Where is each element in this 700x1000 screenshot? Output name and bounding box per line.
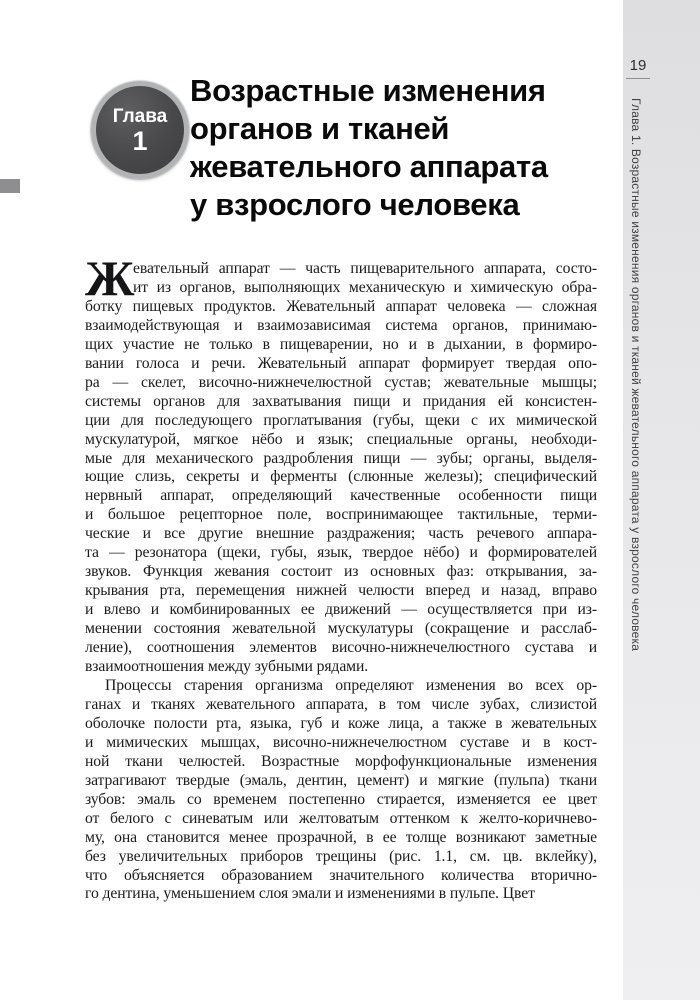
running-head-band bbox=[623, 0, 700, 1000]
body-line: му, она становится менее прозрачной, в ее толще возникают заметные bbox=[85, 828, 597, 846]
body-line: звуков. Функция жевания состоит из основных фаз: открывания, за- bbox=[85, 563, 597, 581]
body-line: мускулатурой, мягкое нёбо и язык; специальные органы, необходи- bbox=[85, 430, 597, 448]
chapter-title-line: жевательного аппарата bbox=[190, 149, 548, 184]
body-line: ганах и тканях жевательного аппарата, в том числе зубах, слизистой bbox=[85, 695, 597, 713]
body-paragraph bbox=[85, 250, 597, 677]
body-line: затрагивают твердые (эмаль, дентин, цемент) и мягкие (пульпа) ткани bbox=[85, 771, 597, 789]
chapter-badge-label: Глава bbox=[112, 105, 168, 127]
body-line: и большое рецепторное поле, воспринимающее тактильные, терми- bbox=[85, 506, 597, 524]
body-line: от белого с синеватым или желтоватым оттенком к желто-коричнево- bbox=[85, 809, 597, 827]
body-line: взаимоотношения между зубными рядами. bbox=[85, 658, 369, 676]
page-number: 19 bbox=[626, 57, 650, 79]
body-line: нервный аппарат, определяющий качественные особенности пищи bbox=[85, 487, 597, 505]
body-line: и влево и комбинированных ее движений — осуществляется при из- bbox=[85, 601, 597, 619]
body-line: ление), соотношения элементов височно-нижнечелюстного сустава и bbox=[85, 639, 597, 657]
body-line: ной ткани челюстей. Возрастные морфофункциональные изменения bbox=[85, 752, 597, 770]
body-line: евательный аппарат — часть пищеварительного аппарата, состо- bbox=[133, 260, 597, 277]
body-line: ческие и все другие внешние раздражения; часть речевого аппара- bbox=[85, 525, 597, 543]
body-line: Процессы старения организма определяют изменения во всех ор- bbox=[105, 676, 597, 694]
dropcap: Ж bbox=[85, 250, 135, 306]
body-line: та — резонатора (щеки, губы, язык, твердое нёбо) и формирователей bbox=[85, 544, 597, 562]
chapter-title-line: у взрослого человека bbox=[190, 187, 520, 222]
body-line: взаимодействующая и взаимозависимая система органов, принимаю- bbox=[85, 316, 597, 334]
body-line: ции для последующего проглатывания (губы, щеки с их мимической bbox=[85, 411, 597, 429]
body-line: ит из органов, выполняющих механическую и химическую обра- bbox=[133, 278, 597, 296]
chapter-tab-marker bbox=[0, 179, 20, 193]
body-line: ющие слизь, секреты и ферменты (слюнные железы); специфический bbox=[85, 468, 597, 486]
body-line: ботку пищевых продуктов. Жевательный аппарат человека — сложная bbox=[85, 297, 597, 315]
body-line: что объясняется образованием значительного количества вторично- bbox=[85, 866, 597, 884]
chapter-badge bbox=[91, 81, 189, 179]
body-line: зубов: эмаль со временем постепенно стирается, изменяется ее цвет bbox=[85, 790, 597, 808]
chapter-title-line: Возрастные изменения bbox=[190, 73, 546, 108]
body-line: оболочке полости рта, языка, губ и коже лица, а также в жевательных bbox=[85, 714, 597, 732]
body-line: вании голоса и речи. Жевательный аппарат формирует твердая опо- bbox=[85, 354, 597, 372]
body-line: го дентина, уменьшением слоя эмали и изменениями в пульпе. Цвет bbox=[85, 885, 535, 903]
running-title: Глава 1. Возрастные изменения органов и тканей жевательного аппарата у взрослого человека bbox=[629, 98, 643, 652]
body-line: мые для механического раздробления пищи — зубы; органы, выделя- bbox=[85, 449, 597, 467]
chapter-title bbox=[190, 72, 548, 224]
body-line: ра — скелет, височно-нижнечелюстной сустав; жевательные мышцы; bbox=[85, 373, 597, 391]
chapter-title-line: органов и тканей bbox=[190, 111, 450, 146]
body-line: щих участие не только в пищеварении, но и в дыхании, в формиро- bbox=[85, 335, 597, 353]
body-text bbox=[85, 250, 597, 904]
body-line: крывания рта, перемещения нижней челюсти вперед и назад, вправо bbox=[85, 582, 597, 600]
chapter-badge-number: 1 bbox=[132, 125, 148, 156]
body-paragraph bbox=[85, 677, 597, 904]
body-line: системы органов для захватывания пищи и придания ей консистен- bbox=[85, 392, 597, 410]
body-line: и мимических мышцах, височно-нижнечелюстном суставе и в кост- bbox=[85, 733, 597, 751]
body-line: без увеличительных приборов трещины (рис. 1.1, см. цв. вклейку), bbox=[85, 847, 597, 865]
body-line: менении состояния жевательной мускулатуры (сокращение и расслаб- bbox=[85, 620, 597, 638]
